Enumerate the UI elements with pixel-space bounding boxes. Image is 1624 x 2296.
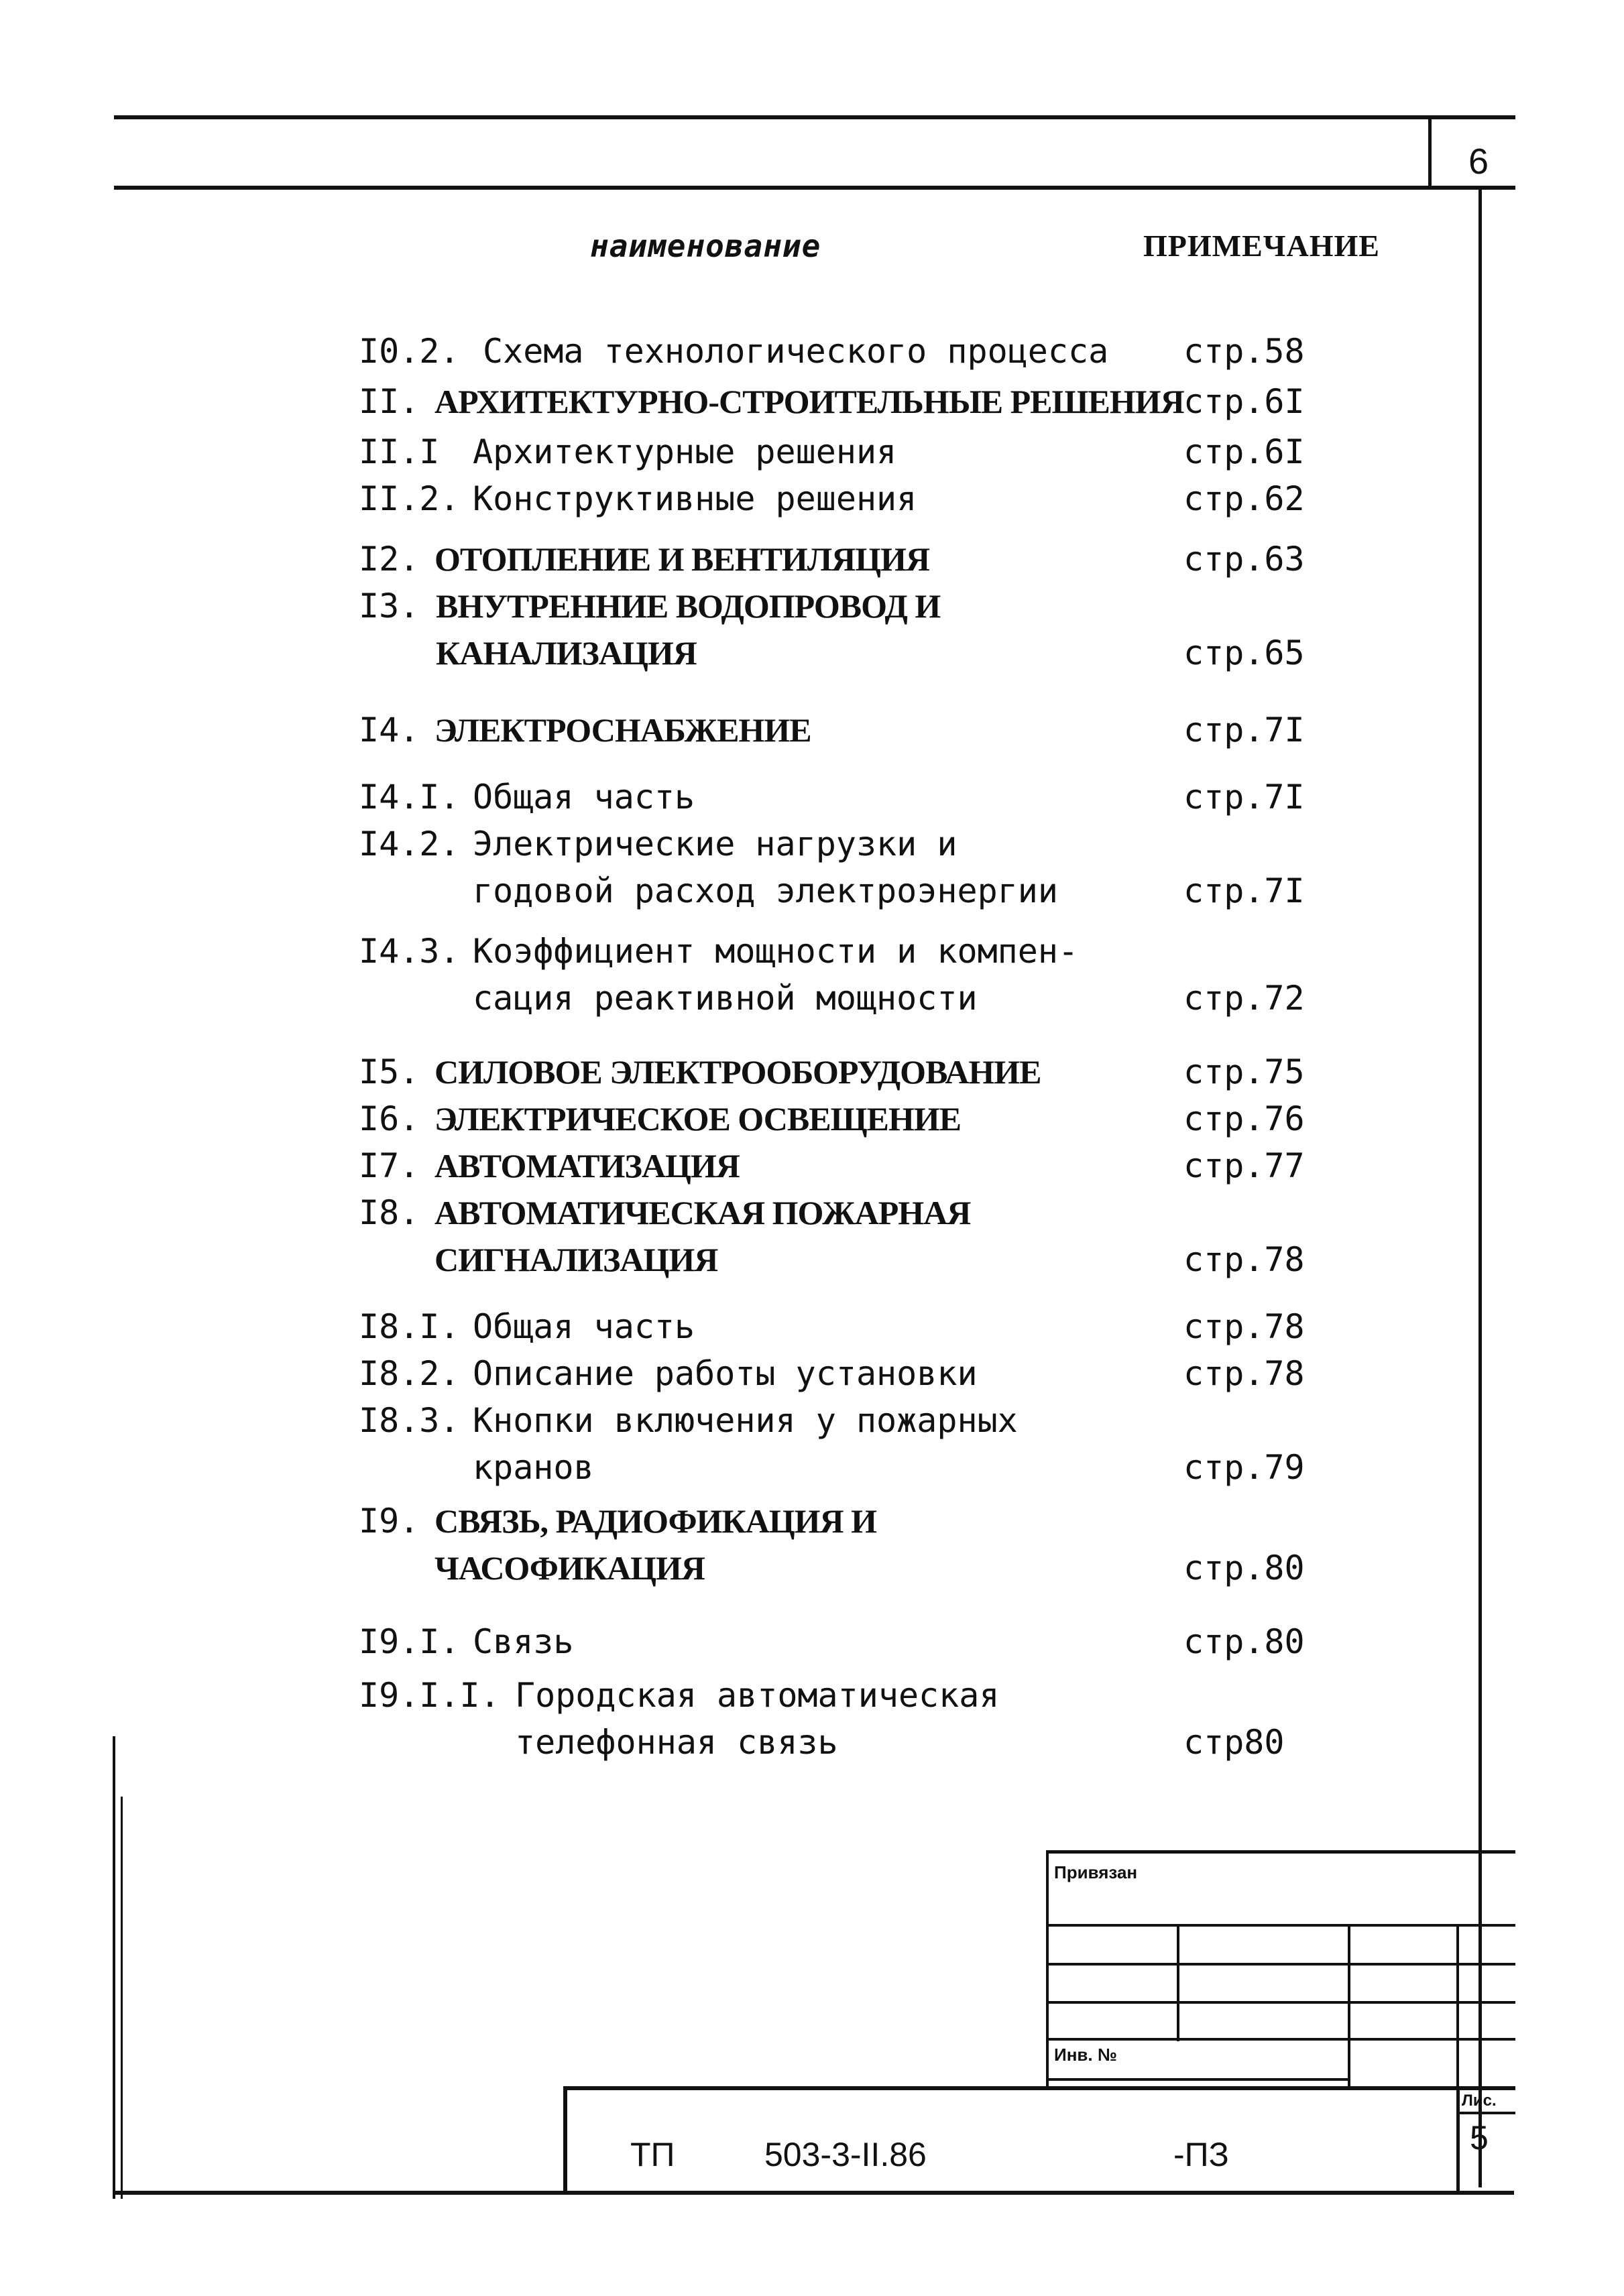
toc-entry-title-continued: сация реактивной мощности xyxy=(473,979,978,1018)
toc-entry-title-continued: телефонная связь xyxy=(515,1723,838,1762)
toc-entry-page: стр.78 xyxy=(1183,1354,1305,1393)
toc-entry-title: Конструктивные решения xyxy=(473,479,917,518)
toc-entry-title: Схема технологического процесса xyxy=(483,332,1109,371)
toc-entry-title: СИЛОВОЕ ЭЛЕКТРООБОРУДОВАНИЕ xyxy=(434,1053,1041,1091)
toc-entry xyxy=(0,1193,1624,1287)
toc-entry-page: стр.6I xyxy=(1183,382,1305,421)
toc-entry-title: АРХИТЕКТУРНО-СТРОИТЕЛЬНЫЕ РЕШЕНИЯ xyxy=(434,383,1184,420)
bound-label: Привязан xyxy=(1054,1862,1138,1882)
inventory-label: Инв. № xyxy=(1054,2045,1117,2065)
document-suffix: -ПЗ xyxy=(1173,2136,1229,2173)
stamp-grid-row-4 xyxy=(1046,2038,1515,2041)
toc-entry-number: I6. xyxy=(359,1099,420,1138)
toc-entry-page: стр.7I xyxy=(1183,778,1305,817)
column-header-name: наименование xyxy=(590,228,821,264)
toc-entry-page: стр.80 xyxy=(1183,1622,1305,1661)
toc-entry-number: I8.3. xyxy=(359,1401,460,1440)
toc-entry-title: Городская автоматическая xyxy=(515,1676,1000,1715)
toc-entry-page: стр.58 xyxy=(1183,332,1305,371)
toc-entry xyxy=(0,1676,1624,1770)
toc-entry-title: Коэффициент мощности и компен- xyxy=(473,932,1079,971)
toc-entry-title: ЭЛЕКТРИЧЕСКОЕ ОСВЕЩЕНИЕ xyxy=(434,1100,962,1138)
toc-entry-number: I4.3. xyxy=(359,932,460,971)
toc-entry-number: I9.I. xyxy=(359,1622,460,1661)
document-code: 503-3-II.86 xyxy=(764,2136,927,2173)
code-box-right xyxy=(1456,2086,1460,2193)
toc-entry-number: I8.I. xyxy=(359,1307,460,1346)
toc-entry-title: Архитектурные решения xyxy=(473,432,897,471)
toc-entry-number: I9.I.I. xyxy=(359,1676,500,1715)
toc-entry-number: II. xyxy=(359,382,420,421)
sheet-cell-rule xyxy=(1456,2112,1515,2114)
toc-entry-title-continued: КАНАЛИЗАЦИЯ xyxy=(436,634,697,672)
toc-entry-number: I4.2. xyxy=(359,825,460,863)
toc-entry-page: стр80 xyxy=(1183,1723,1285,1762)
toc-entry-number: I8. xyxy=(359,1193,420,1232)
toc-entry-page: стр.7I xyxy=(1183,711,1305,749)
toc-entry-number: I7. xyxy=(359,1146,420,1185)
toc-entry-number: II.2. xyxy=(359,479,460,518)
sheet-label: Лис. xyxy=(1462,2092,1497,2110)
toc-entry-number: II.I xyxy=(359,432,440,471)
page-number: 6 xyxy=(1468,141,1489,182)
stamp-grid-col-1 xyxy=(1177,1924,1179,2041)
toc-entry-title: ОТОПЛЕНИЕ И ВЕНТИЛЯЦИЯ xyxy=(434,540,930,578)
stamp-grid-col-3 xyxy=(1456,1924,1459,2088)
toc-entry-title-continued: ЧАСОФИКАЦИЯ xyxy=(434,1549,705,1587)
toc-entry-number: I4.I. xyxy=(359,778,460,817)
stamp-top-rule xyxy=(1046,1850,1515,1854)
toc-entry-page: стр.65 xyxy=(1183,633,1305,672)
toc-entry-page: стр.72 xyxy=(1183,979,1305,1018)
toc-entry-title: Описание работы установки xyxy=(473,1354,978,1393)
toc-entry-page: стр.62 xyxy=(1183,479,1305,518)
toc-entry-number: I4. xyxy=(359,711,420,749)
toc-entry xyxy=(0,1502,1624,1595)
toc-entry-title: АВТОМАТИЧЕСКАЯ ПОЖАРНАЯ xyxy=(434,1194,971,1231)
toc-entry-number: I9. xyxy=(359,1502,420,1540)
toc-entry-page: стр.77 xyxy=(1183,1146,1305,1185)
toc-entry-number: I3. xyxy=(359,587,420,625)
toc-entry-number: I8.2. xyxy=(359,1354,460,1393)
toc-entry-title: Общая часть xyxy=(473,1307,695,1346)
toc-entry-page: стр.76 xyxy=(1183,1099,1305,1138)
toc-entry-title: ВНУТРЕННИЕ ВОДОПРОВОД И xyxy=(436,587,941,625)
toc-entry xyxy=(0,932,1624,1026)
toc-entry-page: стр.79 xyxy=(1183,1448,1305,1487)
stamp-left-rule xyxy=(1046,1850,1049,2088)
document-prefix: ТП xyxy=(630,2136,675,2173)
toc-entry-title: ЭЛЕКТРОСНАБЖЕНИЕ xyxy=(434,711,811,749)
toc-entry-title: Общая часть xyxy=(473,778,695,817)
code-box-left xyxy=(563,2086,567,2193)
sheet-number: 5 xyxy=(1470,2119,1489,2157)
stamp-grid-row-2 xyxy=(1046,1963,1515,1966)
toc-entry xyxy=(0,1401,1624,1495)
toc-entry-title: Кнопки включения у пожарных xyxy=(473,1401,1018,1440)
toc-entry-title: Связь xyxy=(473,1622,574,1661)
stamp-grid-row-3 xyxy=(1046,2001,1515,2004)
toc-entry-page: стр.63 xyxy=(1183,540,1305,579)
toc-entry xyxy=(0,825,1624,918)
code-box-top xyxy=(563,2086,1515,2090)
toc-entry-page: стр.78 xyxy=(1183,1307,1305,1346)
toc-entry-page: стр.80 xyxy=(1183,1549,1305,1587)
toc-entry xyxy=(0,587,1624,680)
toc-entry-title-continued: СИГНАЛИЗАЦИЯ xyxy=(434,1241,718,1278)
toc-entry-title: Электрические нагрузки и xyxy=(473,825,958,863)
toc-entry-number: I2. xyxy=(359,540,420,579)
column-header-note: ПРИМЕЧАНИЕ xyxy=(1143,229,1380,263)
stamp-mid-rule xyxy=(1046,2078,1348,2081)
toc-entry-page: стр.75 xyxy=(1183,1052,1305,1091)
toc-entry-number: I0.2. xyxy=(359,332,460,371)
toc-entry-title-continued: годовой расход электроэнергии xyxy=(473,871,1058,910)
stamp-grid-row-1 xyxy=(1046,1924,1515,1927)
toc-entry-page: стр.78 xyxy=(1183,1240,1305,1279)
toc-entry-page: стр.7I xyxy=(1183,871,1305,910)
toc-entry-title: АВТОМАТИЗАЦИЯ xyxy=(434,1147,740,1185)
toc-entry-title-continued: кранов xyxy=(473,1448,594,1487)
stamp-grid-col-2 xyxy=(1348,1924,1350,2088)
toc-entry-title: СВЯЗЬ, РАДИОФИКАЦИЯ И xyxy=(434,1502,877,1540)
toc-entry-page: стр.6I xyxy=(1183,432,1305,471)
toc-entry-number: I5. xyxy=(359,1052,420,1091)
